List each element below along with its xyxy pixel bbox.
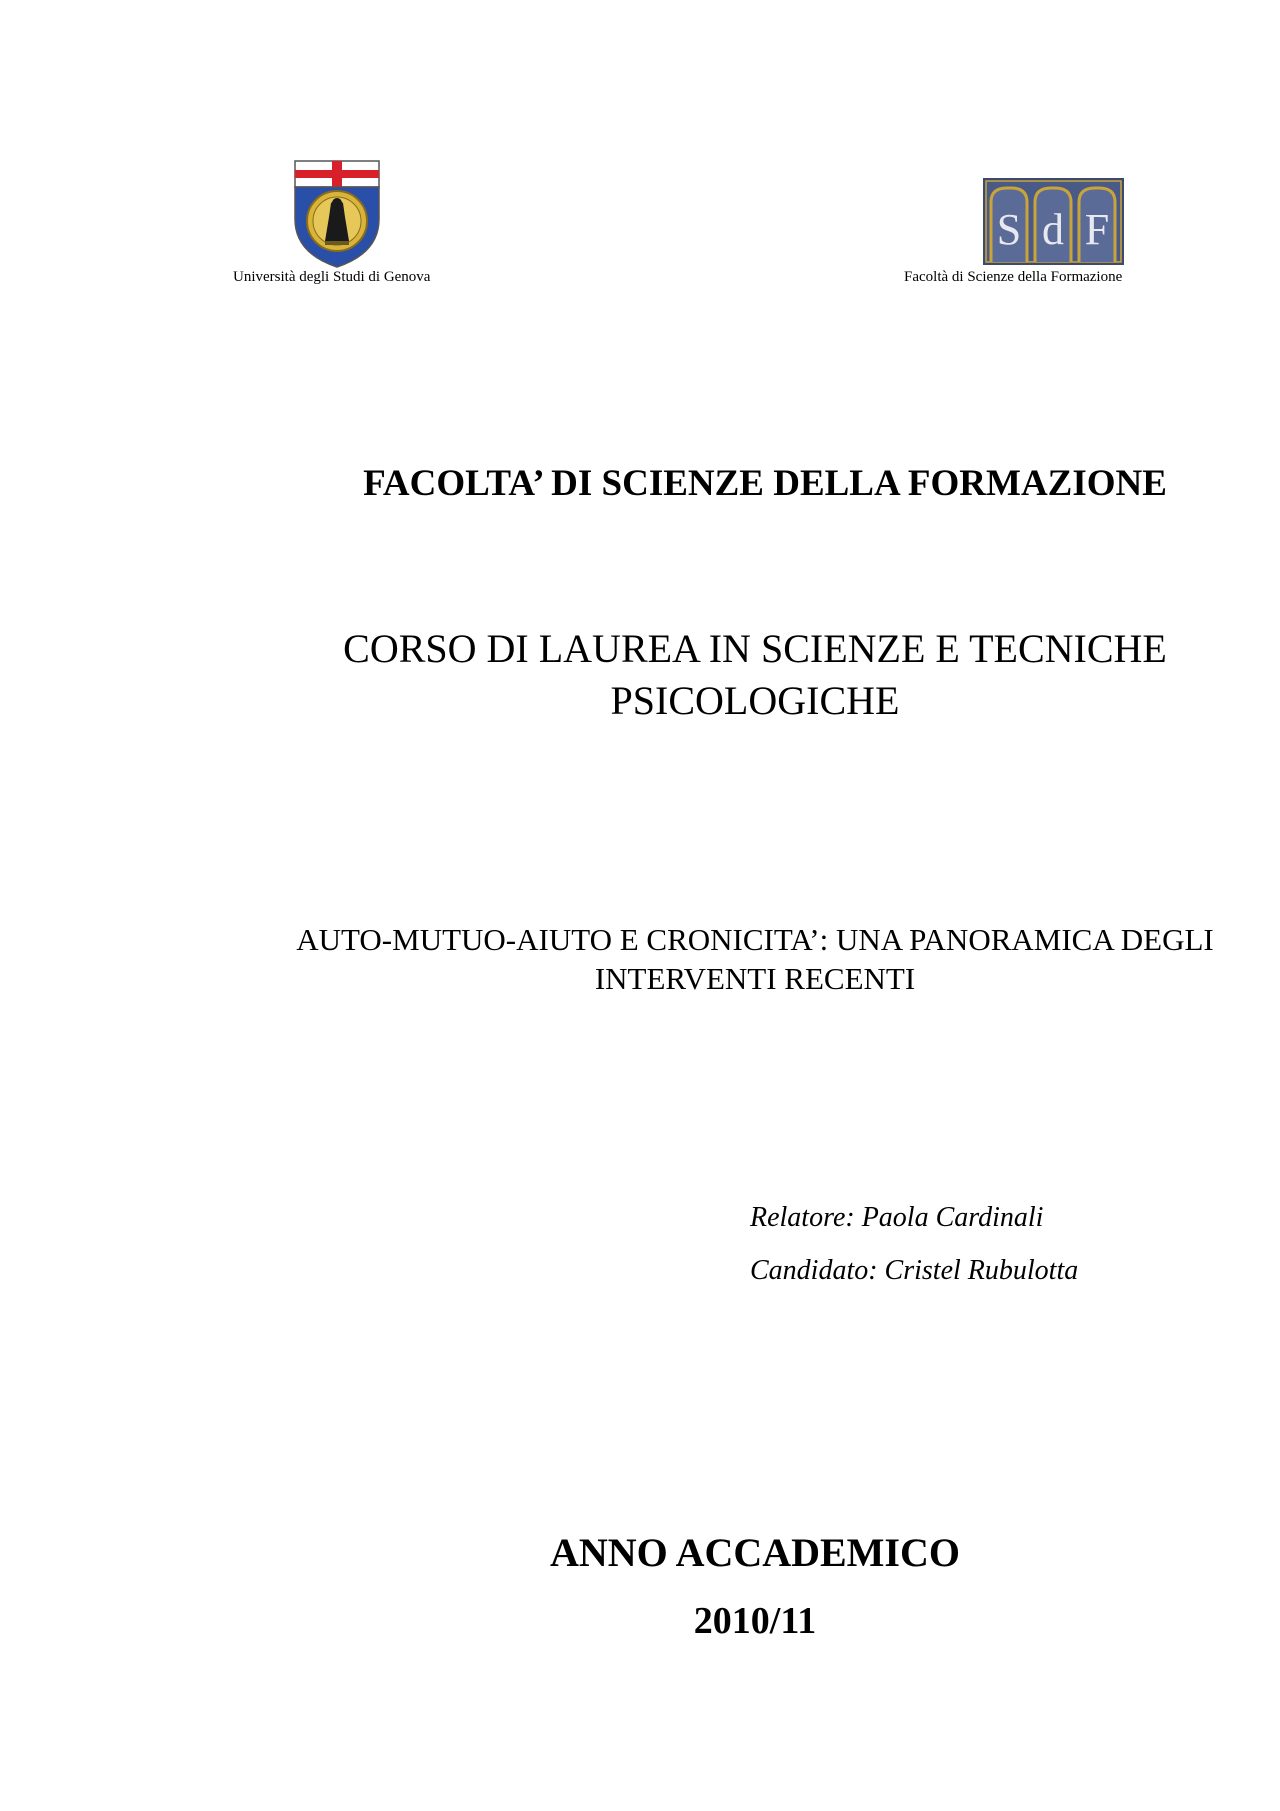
- thesis-title-line-1: AUTO-MUTUO-AIUTO E CRONICITA’: UNA PANORAMICA DEGLI: [296, 922, 1214, 957]
- faculty-title: FACOLTA’ DI SCIENZE DELLA FORMAZIONE: [363, 463, 1167, 504]
- academic-year-label: ANNO ACCADEMICO: [550, 1530, 960, 1575]
- universita-genova-crest-logo: [289, 157, 385, 269]
- sdf-caption: Facoltà di Scienze della Formazione: [904, 269, 1123, 285]
- relatore-line: Relatore: Paola Cardinali: [750, 1202, 1044, 1233]
- course-title-line-2: PSICOLOGICHE: [610, 678, 900, 723]
- academic-year-value: 2010/11: [693, 1600, 817, 1642]
- universita-genova-caption: Università degli Studi di Genova: [233, 269, 431, 285]
- sdf-letter-d: d: [1042, 205, 1064, 254]
- thesis-title-line-2: INTERVENTI RECENTI: [594, 961, 916, 996]
- sdf-faculty-logo: [983, 178, 1124, 265]
- candidato-line: Candidato: Cristel Rubulotta: [750, 1255, 1079, 1286]
- sdf-letter-s: S: [996, 205, 1022, 254]
- sdf-letter-f: F: [1084, 205, 1110, 254]
- course-title-line-1: CORSO DI LAUREA IN SCIENZE E TECNICHE: [343, 626, 1167, 671]
